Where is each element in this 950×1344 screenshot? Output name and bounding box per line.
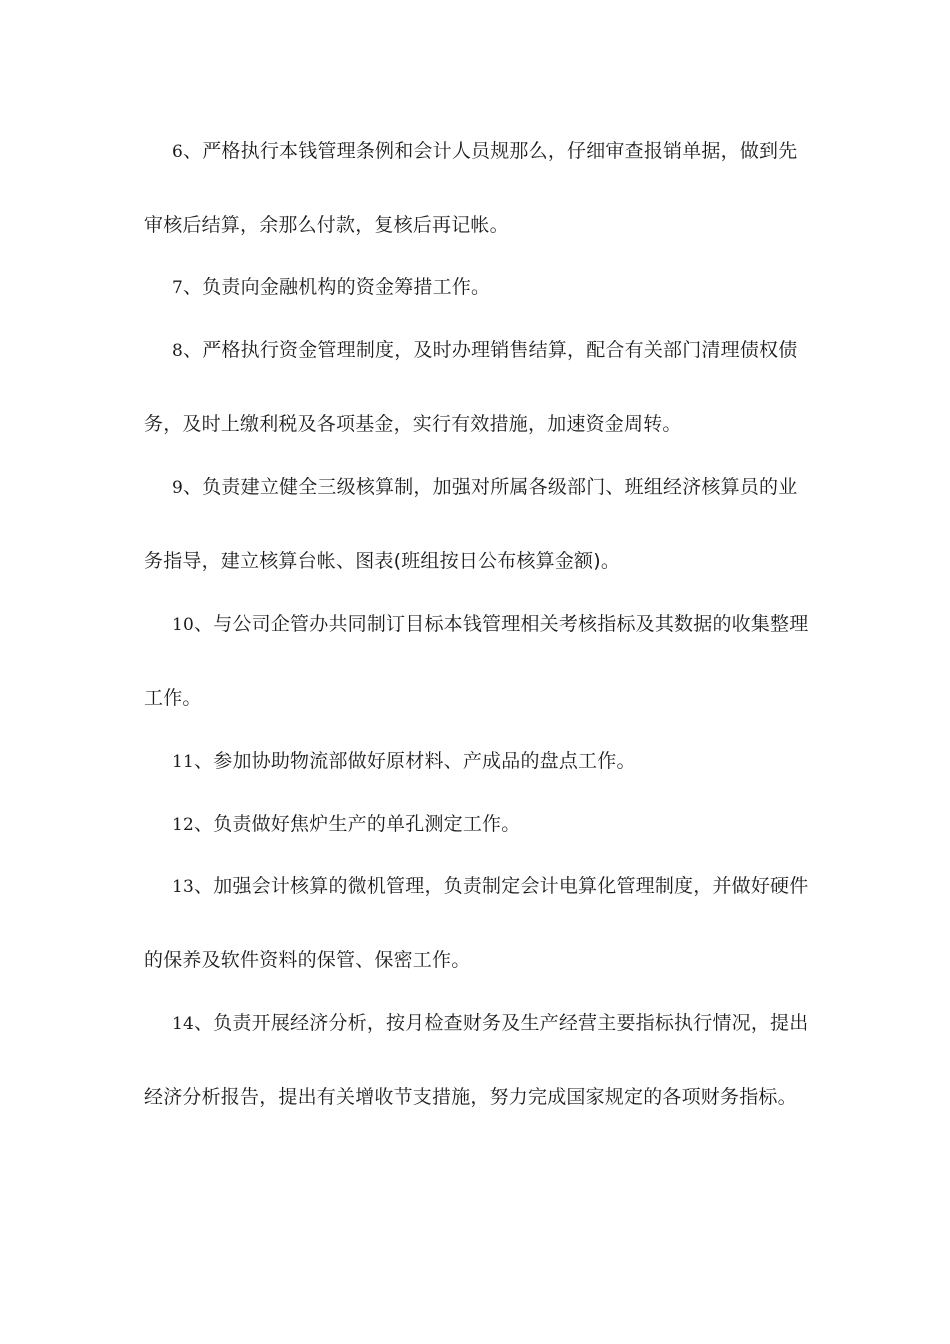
item-9-continuation: 务指导，建立核算台帐、图表(班组按日公布核算金额)。	[144, 550, 621, 572]
item-14-number: 14	[172, 1014, 195, 1034]
item-10-continuation: 工作。	[144, 687, 202, 709]
item-14-first-line	[172, 1010, 812, 1037]
item-9-text: 、负责建立健全三级核算制，加强对所属各级部门、班组经济核算员的业	[183, 476, 798, 498]
item-9-first-line	[172, 474, 812, 501]
item-10-number: 10	[172, 615, 195, 635]
item-7-text: 、负责向金融机构的资金筹措工作。	[183, 276, 491, 298]
item-6-continuation: 审核后结算，余那么付款，复核后再记帐。	[144, 214, 509, 236]
item-11-text: 、参加协助物流部做好原材料、产成品的盘点工作。	[194, 750, 636, 772]
item-14-text: 、负责开展经济分析，按月检查财务及生产经营主要指标执行情况，提出	[194, 1012, 809, 1034]
item-13-first-line	[172, 873, 812, 900]
item-8-first-line	[172, 337, 812, 364]
item-7-number: 7	[172, 278, 184, 298]
item-8-number: 8	[172, 341, 184, 361]
item-13-text: 、加强会计核算的微机管理，负责制定会计电算化管理制度，并做好硬件	[194, 875, 809, 897]
item-8-text: 、严格执行资金管理制度，及时办理销售结算，配合有关部门清理债权债	[183, 339, 798, 361]
item-13-number: 13	[172, 877, 195, 897]
item-11-number: 11	[172, 752, 195, 772]
item-7-first-line	[172, 274, 812, 301]
item-11-first-line	[172, 748, 812, 775]
item-9-number: 9	[172, 478, 184, 498]
item-6-first-line	[172, 138, 812, 165]
item-13-continuation: 的保养及软件资料的保管、保密工作。	[144, 949, 471, 971]
item-6-number: 6	[172, 142, 184, 162]
item-12-text: 、负责做好焦炉生产的单孔测定工作。	[194, 813, 521, 835]
item-14-continuation: 经济分析报告，提出有关增收节支措施，努力完成国家规定的各项财务指标。	[144, 1086, 797, 1108]
item-12-first-line	[172, 811, 812, 838]
item-6-text: 、严格执行本钱管理条例和会计人员规那么，仔细审查报销单据，做到先	[183, 140, 798, 162]
item-10-first-line	[172, 611, 812, 638]
item-10-text: 、与公司企管办共同制订目标本钱管理相关考核指标及其数据的收集整理	[194, 613, 809, 635]
item-12-number: 12	[172, 815, 195, 835]
item-8-continuation: 务，及时上缴利税及各项基金，实行有效措施，加速资金周转。	[144, 413, 682, 435]
